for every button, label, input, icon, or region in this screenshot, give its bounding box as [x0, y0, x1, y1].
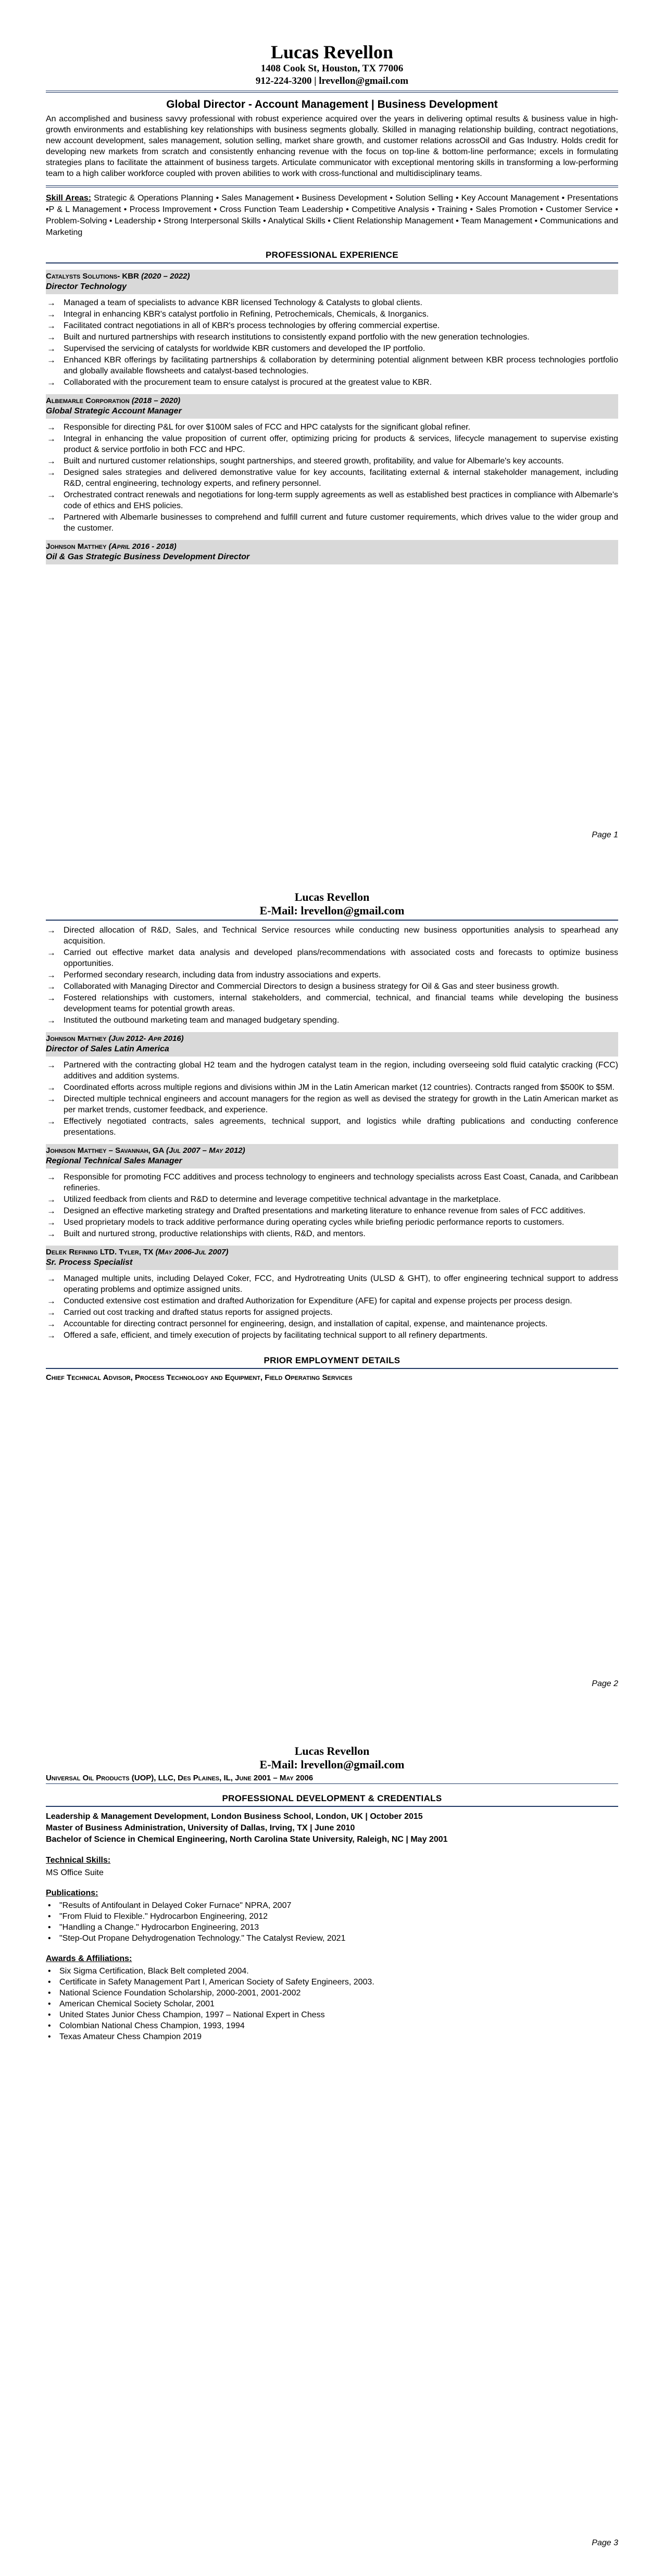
prior-role: Chief Technical Advisor, Process Technology and Equipment, Field Operating Services: [46, 1373, 353, 1382]
awards-label: Awards & Affiliations:: [46, 1954, 132, 1963]
job-title: Director Technology: [46, 282, 127, 291]
bullet-icon: •: [48, 1934, 51, 1943]
bullet-icon: •: [48, 1978, 51, 1987]
job-entry: [46, 1246, 618, 1341]
job-header: [46, 394, 618, 419]
arrow-icon: →: [47, 1308, 56, 1317]
header-rule: [46, 91, 618, 93]
job-bullet-text: Effectively negotiated contracts, sales agreements, technical support, and logistics while drafting publications and conducting conference presentations.: [64, 1117, 618, 1137]
list-item-text: "Results of Antifoulant in Delayed Coker Furnace" NPRA, 2007: [59, 1901, 292, 1910]
skill-areas-text: Strategic & Operations Planning • Sales Management • Business Development • Solution Selling • Key Account Management • Presentations •P & L Management • Process Improvement • Cross Function Team Leadership • Competitive Analysis • Training • Sales Promotion • Customer Service • Problem-Solving • Leadership • Strong Interpersonal Skills • Analytical Skills • Client Relationship Management • Team Management • Communications and Marketing: [46, 194, 619, 237]
page-header-name: Lucas Revellon: [294, 1744, 370, 1757]
job-bullet: [46, 1205, 618, 1216]
arrow-icon: →: [47, 1330, 56, 1340]
job-title: Director of Sales Latin America: [46, 1045, 169, 1053]
page-header-email: E-Mail: lrevellon@gmail.com: [259, 1758, 405, 1771]
job-company: Albemarle Corporation: [46, 396, 130, 405]
job-company: Johnson Matthey – Savannah, GA: [46, 1146, 164, 1155]
list-item-text: "From Fluid to Flexible." Hydrocarbon Engineering, 2012: [59, 1912, 268, 1921]
job-bullet-text: Managed multiple units, including Delayed Coker, FCC, and Hydrotreating Units (ULSD & GHT), to offer engineering technical support to address operating problems and optimize assigned units.: [64, 1274, 618, 1294]
job-header: [46, 1144, 618, 1168]
job-bullet: [46, 332, 618, 343]
skill-areas-label: Skill Areas:: [46, 194, 92, 203]
job-bullet: [46, 343, 618, 354]
arrow-icon: →: [47, 298, 56, 308]
job-bullet-text: Managed a team of specialists to advance KBR licensed Technology & Catalysts to global clients.: [64, 298, 422, 307]
arrow-icon: →: [47, 1195, 56, 1204]
job-bullet: [46, 1273, 618, 1295]
arrow-icon: →: [47, 468, 56, 477]
job-bullet-text: Directed allocation of R&D, Sales, and Technical Service resources while conducting new business opportunities analysis to spearhead any acquisition.: [64, 926, 618, 946]
job-bullet: [46, 355, 618, 376]
job-dates: (April 2016 - 2018): [108, 542, 177, 551]
skill-areas: [46, 193, 618, 238]
job-bullet: [46, 1330, 618, 1341]
job-bullet-text: Responsible for promoting FCC additives and process technology to engineers and technology specialists across East Coast, Canada, and Caribbean refineries.: [64, 1173, 618, 1192]
jobs-page-1: [46, 270, 618, 564]
job-bullets: [46, 1172, 618, 1239]
prior-rule: [46, 1368, 618, 1369]
list-item-text: American Chemical Society Scholar, 2001: [59, 2000, 215, 2008]
page-header-name: Lucas Revellon: [294, 890, 370, 903]
job-bullet-text: Collaborated with Managing Director and Commercial Directors to design a business strategy for Oil & Gas and steer business growth.: [64, 982, 559, 991]
arrow-icon: →: [47, 982, 56, 991]
job-bullet: [46, 1116, 618, 1138]
job-header: [46, 540, 618, 564]
job-bullet-text: Conducted extensive cost estimation and drafted Authorization for Expenditure (AFE) for capital and expense projects per process design.: [64, 1297, 572, 1305]
page-1: [0, 0, 664, 859]
job-bullets: [46, 1273, 618, 1341]
bullet-icon: •: [48, 2032, 51, 2041]
job-header: [46, 1246, 618, 1270]
address: 1408 Cook St, Houston, TX 77006: [260, 63, 404, 74]
contact-line: 912-224-3200 | lrevellon@gmail.com: [255, 76, 409, 86]
list-item-text: Certificate in Safety Management Part I, American Society of Safety Engineers, 2003.: [59, 1978, 374, 1987]
education-title: PROFESSIONAL DEVELOPMENT & CREDENTIALS: [222, 1793, 442, 1803]
arrow-icon: →: [47, 321, 56, 331]
job-bullet-text: Designed an effective marketing strategy and Drafted presentations and marketing literature to enhance revenue from sales of FCC additives.: [64, 1207, 586, 1215]
prior-title: PRIOR EMPLOYMENT DETAILS: [264, 1355, 400, 1365]
job-bullet-text: Built and nurtured partnerships with research institutions to consistently expand portfolio with the new generation technologies.: [64, 333, 530, 342]
job-bullets: [46, 1060, 618, 1138]
job-bullet-text: Integral in enhancing KBR's catalyst portfolio in Refining, Petrochemicals, Chemicals, & Inorganics.: [64, 310, 429, 319]
job-bullet: [46, 1318, 618, 1329]
summary-rule: [46, 185, 618, 187]
arrow-icon: →: [47, 925, 56, 935]
list-item: [46, 1922, 618, 1933]
job-bullet-text: Partnered with the contracting global H2 team and the hydrogen catalyst team in the region, including overseeing sold fluid catalytic cracking (FCC) additives and addition systems.: [64, 1061, 618, 1080]
page-number: Page 1: [592, 831, 618, 839]
job-bullet-text: Designed sales strategies and delivered demonstrative value for key accounts, facilitating external & internal stakeholder management, including R&D, central engineering, technology experts, and refinery personnel.: [64, 468, 618, 488]
job-bullet: [46, 1296, 618, 1306]
job-bullets: [46, 297, 618, 388]
arrow-icon: →: [47, 1015, 56, 1025]
list-item-text: "Step-Out Propane Dehydrogenation Technology." The Catalyst Review, 2021: [59, 1934, 346, 1943]
job-bullet-text: Performed secondary research, including data from industry associations and experts.: [64, 971, 381, 979]
list-item-text: Colombian National Chess Champion, 1993, 1994: [59, 2021, 245, 2030]
job-title: Global Strategic Account Manager: [46, 407, 182, 416]
list-item: [46, 2031, 618, 2042]
job-bullet: [46, 377, 618, 388]
arrow-icon: →: [47, 1217, 56, 1227]
summary: An accomplished and business savvy professional with robust experience acquired over the years in delivering optimal results & business value in high-growth environments and establishing key relationships with business segments globally. Skilled in managing relationship building, contract negotiations, new account development, sales management, solution selling, market share growth, and customer relations acrossOil and Gas Industry. Holds credit for developing new markets from scratch and consistently enhancing revenue with the focus on top-line & bottom-line performance; excels in formulating strategies plans to facilitate the attainment of business targets. Articulate communicator with exceptional mentoring skills in transforming a low-performing team to a high caliber workforce coupled with proven abilities to work with cross-functional and multidisciplinary teams.: [46, 115, 618, 178]
page-number: Page 2: [592, 1679, 618, 1688]
job-bullet: [46, 970, 618, 981]
job-bullet: [46, 489, 618, 511]
list-item: [46, 1933, 618, 1944]
list-item-text: United States Junior Chess Champion, 1997 – National Expert in Chess: [59, 2010, 325, 2019]
job-bullet: [46, 981, 618, 992]
job-dates: (May 2006-Jul 2007): [155, 1248, 229, 1256]
job-bullet: [46, 297, 618, 308]
job-bullet-text: Integral in enhancing the value proposition of current offer, optimizing pricing for products & services, lifecycle management to supervise existing product & service portfolio in both FCC and HPC.: [64, 434, 618, 454]
job-bullet-text: Utilized feedback from clients and R&D to determine and leverage competitive technical advantage in the marketplace.: [64, 1195, 501, 1204]
job-bullet-text: Built and nurtured customer relationships, sought partnerships, and steered growth, profitability, and value for Albemarle's key accounts.: [64, 457, 564, 466]
job-entry: [46, 270, 618, 388]
job-bullet: [46, 992, 618, 1014]
job-dates: (Jul 2007 – May 2012): [166, 1146, 245, 1155]
job-bullet: [46, 1082, 618, 1093]
bullet-icon: •: [48, 1901, 51, 1910]
page-2: [0, 859, 664, 1718]
list-item: [46, 1900, 618, 1911]
list-item: [46, 1988, 618, 1999]
job-bullet: [46, 422, 618, 433]
job-bullet-text: Fostered relationships with customers, internal stakeholders, and commercial, technical, and financial teams while developing the business development teams for potential growth areas.: [64, 994, 618, 1013]
arrow-icon: →: [47, 1116, 56, 1126]
arrow-icon: →: [47, 490, 56, 500]
job-bullet: [46, 1060, 618, 1082]
job-header: [46, 270, 618, 294]
job-company-line: [46, 1247, 618, 1258]
arrow-icon: →: [47, 1060, 56, 1070]
technical-skills-text: MS Office Suite: [46, 1868, 104, 1877]
candidate-name: Lucas Revellon: [270, 42, 393, 62]
arrow-icon: →: [47, 948, 56, 958]
arrow-icon: →: [47, 344, 56, 354]
list-item: [46, 1911, 618, 1922]
job-bullet-text: Coordinated efforts across multiple regions and divisions within JM in the Latin American market (12 countries). Contracts ranged from $500K to $5M.: [64, 1083, 615, 1092]
experience-rule: [46, 262, 618, 263]
page-header-email: E-Mail: lrevellon@gmail.com: [259, 904, 405, 917]
job-bullet-text: Directed multiple technical engineers and account managers for the region as well as devised the strategy for growth in the Latin American market as per market trends, customer feedback, and experience.: [64, 1095, 618, 1114]
arrow-icon: →: [47, 1172, 56, 1182]
job-company: Johnson Matthey: [46, 1034, 107, 1043]
job-company-line: [46, 1146, 618, 1156]
job-bullet: [46, 1015, 618, 1026]
job-bullet: [46, 925, 618, 947]
job-company-line: [46, 271, 618, 282]
job-bullet-text: Orchestrated contract renewals and negotiations for long-term supply agreements as well as established best practices in compliance with Albemarle's code of ethics and EHS policies.: [64, 491, 618, 510]
job-company-line: [46, 396, 618, 406]
job-bullet: [46, 1307, 618, 1318]
job-company-line: [46, 542, 618, 552]
list-item: [46, 1977, 618, 1988]
job-company-line: [46, 1034, 618, 1044]
education-item: Master of Business Administration, University of Dallas, Irving, TX | June 2010: [46, 1824, 355, 1832]
page-header-rule: [46, 920, 618, 921]
education-rule: [46, 1806, 618, 1807]
job-header: [46, 1032, 618, 1057]
job-bullet: [46, 1228, 618, 1239]
job-title: Regional Technical Sales Manager: [46, 1157, 182, 1165]
arrow-icon: →: [47, 1206, 56, 1216]
page-number: Page 3: [592, 2539, 618, 2547]
job-entry: [46, 1144, 618, 1239]
job-bullet: [46, 456, 618, 467]
job-bullet-text: Carried out effective market data analysis and developed plans/recommendations with associated costs and forecasts to optimize business opportunities.: [64, 948, 618, 968]
job-bullet-text: Used proprietary models to track additive performance during operating cycles while briefing periodic performance reports to customers.: [64, 1218, 565, 1227]
page-3: [0, 1718, 664, 2576]
job-bullet-text: Instituted the outbound marketing team and managed budgetary spending.: [64, 1016, 340, 1025]
arrow-icon: →: [47, 422, 56, 432]
prior-employer: Universal Oil Products (UOP), LLC, Des Plaines, IL, June 2001 – May 2006: [46, 1774, 618, 1784]
list-item: [46, 1999, 618, 2009]
jobs-page-2: [46, 925, 618, 1341]
list-item-text: National Science Foundation Scholarship, 2000-2001, 2001-2002: [59, 1989, 301, 1997]
job-bullets: [46, 925, 618, 1026]
job-dates: (Jun 2012- Apr 2016): [108, 1034, 184, 1043]
job-bullet: [46, 320, 618, 331]
job-bullet: [46, 309, 618, 320]
job-title: Sr. Process Specialist: [46, 1258, 133, 1267]
job-company: Delek Refining LTD. Tyler, TX: [46, 1248, 154, 1256]
arrow-icon: →: [47, 434, 56, 444]
list-item: [46, 2020, 618, 2031]
job-bullet-text: Responsible for directing P&L for over $100M sales of FCC and HPC catalysts for the significant global refiner.: [64, 423, 471, 432]
job-bullet-text: Supervised the servicing of catalysts for worldwide KBR customers and developed the IP portfolio.: [64, 344, 425, 353]
job-bullet-text: Accountable for directing contract personnel for engineering, design, and installation of capital, expense, and maintenance projects.: [64, 1320, 548, 1328]
arrow-icon: →: [47, 332, 56, 342]
arrow-icon: →: [47, 456, 56, 466]
job-bullet: [46, 1172, 618, 1193]
publications-label: Publications:: [46, 1889, 98, 1898]
job-bullet: [46, 512, 618, 534]
job-entry: [46, 394, 618, 534]
job-bullet-text: Collaborated with the procurement team to ensure catalyst is procured at the greatest value to KBR.: [64, 378, 432, 387]
arrow-icon: →: [47, 355, 56, 365]
list-item: [46, 2009, 618, 2020]
job-dates: (2018 – 2020): [131, 396, 181, 405]
job-entry: [46, 540, 618, 564]
arrow-icon: →: [47, 512, 56, 522]
bullet-icon: •: [48, 2010, 51, 2019]
arrow-icon: →: [47, 1229, 56, 1239]
list-item-text: Six Sigma Certification, Black Belt completed 2004.: [59, 1967, 249, 1976]
publications-list: [46, 1900, 618, 1944]
arrow-icon: →: [47, 1083, 56, 1092]
arrow-icon: →: [47, 970, 56, 980]
bullet-icon: •: [48, 2000, 51, 2008]
job-bullet-text: Built and nurtured strong, productive relationships with clients, R&D, and mentors.: [64, 1229, 366, 1238]
job-bullet: [46, 1217, 618, 1228]
bullet-icon: •: [48, 2021, 51, 2030]
job-bullet: [46, 1194, 618, 1205]
job-bullet-text: Carried out cost tracking and drafted status reports for assigned projects.: [64, 1308, 333, 1317]
arrow-icon: →: [47, 1319, 56, 1329]
job-bullet-text: Facilitated contract negotiations in all of KBR's process technologies by offering commercial expertise.: [64, 321, 440, 330]
bullet-icon: •: [48, 1967, 51, 1976]
job-bullets: [46, 422, 618, 534]
job-title: Oil & Gas Strategic Business Development Director: [46, 552, 250, 561]
job-bullet: [46, 433, 618, 455]
headline: Global Director - Account Management | Business Development: [166, 98, 498, 110]
arrow-icon: →: [47, 993, 56, 1003]
job-bullet: [46, 947, 618, 969]
arrow-icon: →: [47, 1094, 56, 1104]
technical-skills-label: Technical Skills:: [46, 1856, 111, 1865]
list-item-text: "Handling a Change." Hydrocarbon Engineering, 2013: [59, 1923, 259, 1932]
job-dates: (2020 – 2022): [141, 272, 190, 281]
arrow-icon: →: [47, 309, 56, 319]
experience-title: PROFESSIONAL EXPERIENCE: [265, 250, 399, 260]
bullet-icon: •: [48, 1912, 51, 1921]
arrow-icon: →: [47, 1274, 56, 1284]
arrow-icon: →: [47, 378, 56, 387]
education-item: Leadership & Management Development, London Business School, London, UK | October 2015: [46, 1812, 423, 1821]
job-bullet-text: Partnered with Albemarle businesses to comprehend and fulfill current and future customer requirements, which drives value to the wider group and the customer.: [64, 513, 618, 533]
list-item: [46, 1966, 618, 1977]
arrow-icon: →: [47, 1296, 56, 1306]
bullet-icon: •: [48, 1989, 51, 1997]
job-company: Johnson Matthey: [46, 542, 107, 551]
job-bullet: [46, 1094, 618, 1115]
job-company: Catalysts Solutions- KBR: [46, 272, 139, 281]
job-entry: [46, 1032, 618, 1138]
job-bullet-text: Enhanced KBR offerings by facilitating partnerships & collaboration by determining potential alignment between KBR process technologies portfolio and globally available flowsheets and catalyst-based technologies.: [64, 356, 618, 375]
job-bullet: [46, 467, 618, 489]
bullet-icon: •: [48, 1923, 51, 1932]
job-bullet-text: Offered a safe, efficient, and timely execution of projects by facilitating technical support to all refinery departments.: [64, 1331, 488, 1340]
education-item: Bachelor of Science in Chemical Engineering, North Carolina State University, Raleigh, NC | May 2001: [46, 1835, 448, 1844]
awards-list: [46, 1966, 618, 2042]
list-item-text: Texas Amateur Chess Champion 2019: [59, 2032, 202, 2041]
